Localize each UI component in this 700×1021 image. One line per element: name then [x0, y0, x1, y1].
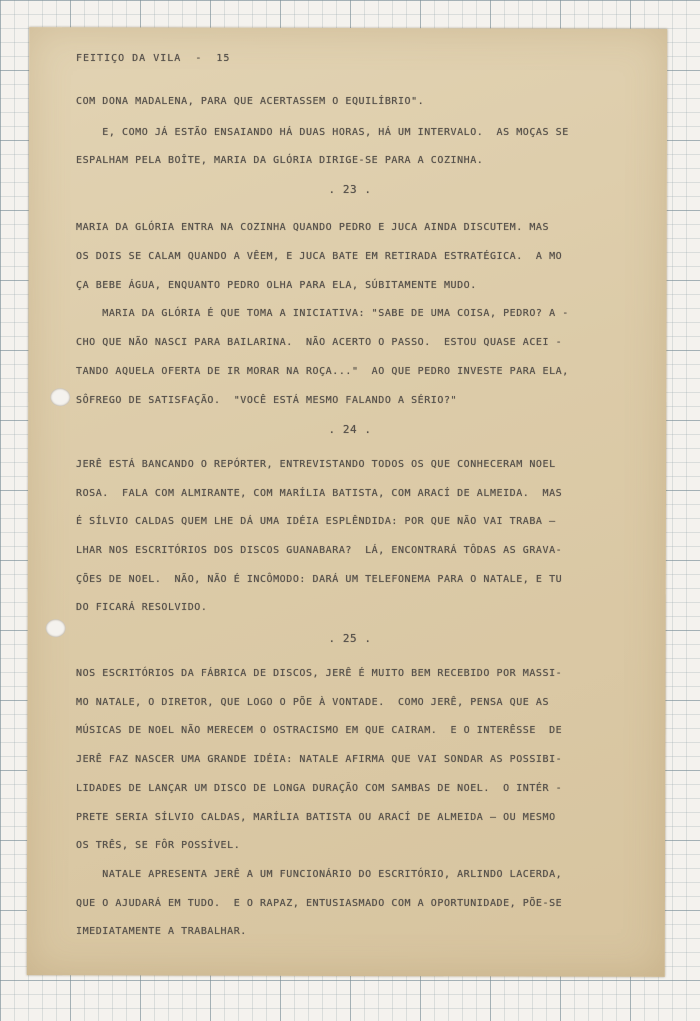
text-line: MO NATALE, O DIRETOR, QUE LOGO O PÕE À VONTADE. COMO JERÊ, PENSA QUE AS	[76, 697, 550, 708]
text-line: ROSA. FALA COM ALMIRANTE, COM MARÍLIA BATISTA, COM ARACÍ DE ALMEIDA. MAS	[76, 488, 563, 499]
text-line: QUE O AJUDARÁ EM TUDO. E O RAPAZ, ENTUSIASMADO COM A OPORTUNIDADE, PÕE-SE	[76, 898, 563, 909]
text-line: LIDADES DE LANÇAR UM DISCO DE LONGA DURAÇÃO COM SAMBAS DE NOEL. O INTÉR -	[76, 783, 563, 794]
text-line: MÚSICAS DE NOEL NÃO MERECEM O OSTRACISMO EM QUE CAIRAM. E O INTERÊSSE DE	[76, 725, 563, 736]
text-line: OS TRÊS, SE FÔR POSSÍVEL.	[76, 840, 241, 851]
text-line: É SÍLVIO CALDAS QUEM LHE DÁ UMA IDÉIA ESPLÊNDIDA: POR QUE NÃO VAI TRABA —	[76, 516, 556, 527]
text-line: OS DOIS SE CALAM QUANDO A VÊEM, E JUCA BATE EM RETIRADA ESTRATÉGICA. A MO	[76, 251, 563, 262]
text-line: CHO QUE NÃO NASCI PARA BAILARINA. NÃO ACERTO O PASSO. ESTOU QUASE ACEI -	[76, 337, 563, 348]
text-line: TANDO AQUELA OFERTA DE IR MORAR NA ROÇA..." AO QUE PEDRO INVESTE PARA ELA,	[76, 366, 569, 377]
text-line: NOS ESCRITÓRIOS DA FÁBRICA DE DISCOS, JERÊ É MUITO BEM RECEBIDO POR MASSI-	[76, 668, 563, 679]
text-line: JERÊ ESTÁ BANCANDO O REPÓRTER, ENTREVISTANDO TODOS OS QUE CONHECERAM NOEL	[76, 459, 556, 470]
text-line: DO FICARÁ RESOLVIDO.	[76, 602, 208, 613]
text-line: PRETE SERIA SÍLVIO CALDAS, MARÍLIA BATISTA OU ARACÍ DE ALMEIDA — OU MESMO	[76, 812, 556, 823]
text-line: E, COMO JÁ ESTÃO ENSAIANDO HÁ DUAS HORAS, HÁ UM INTERVALO. AS MOÇAS SE	[76, 127, 569, 138]
text-line: SÔFREGO DE SATISFAÇÃO. "VOCÊ ESTÁ MESMO FALANDO A SÉRIO?"	[76, 395, 458, 406]
text-line: ÇA BEBE ÁGUA, ENQUANTO PEDRO OLHA PARA ELA, SÚBITAMENTE MUDO.	[76, 280, 477, 291]
text-line: MARIA DA GLÓRIA ENTRA NA COZINHA QUANDO PEDRO E JUCA AINDA DISCUTEM. MAS	[76, 222, 550, 233]
punch-hole	[50, 388, 70, 406]
text-line: IMEDIATAMENTE A TRABALHAR.	[76, 926, 247, 937]
scene-number: . 23 .	[328, 183, 372, 196]
scene-number: . 25 .	[328, 632, 372, 645]
text-line: ESPALHAM PELA BOÎTE, MARIA DA GLÓRIA DIRIGE-SE PARA A COZINHA.	[76, 155, 484, 166]
text-line: LHAR NOS ESCRITÓRIOS DOS DISCOS GUANABARA? LÁ, ENCONTRARÁ TÔDAS AS GRAVA-	[76, 545, 563, 556]
page-header: FEITIÇO DA VILA - 15	[76, 53, 231, 64]
scene-number: . 24 .	[328, 423, 372, 436]
text-line: COM DONA MADALENA, PARA QUE ACERTASSEM O EQUILÍBRIO".	[76, 96, 425, 107]
text-line: MARIA DA GLÓRIA É QUE TOMA A INICIATIVA: "SABE DE UMA COISA, PEDRO? A -	[76, 308, 569, 319]
text-line: NATALE APRESENTA JERÊ A UM FUNCIONÁRIO DO ESCRITÓRIO, ARLINDO LACERDA,	[76, 869, 563, 880]
typed-page	[27, 27, 667, 977]
text-line: JERÊ FAZ NASCER UMA GRANDE IDÉIA: NATALE AFIRMA QUE VAI SONDAR AS POSSIBI-	[76, 754, 563, 765]
text-line: ÇÕES DE NOEL. NÃO, NÃO É INCÔMODO: DARÁ UM TELEFONEMA PARA O NATALE, E TU	[76, 574, 563, 585]
